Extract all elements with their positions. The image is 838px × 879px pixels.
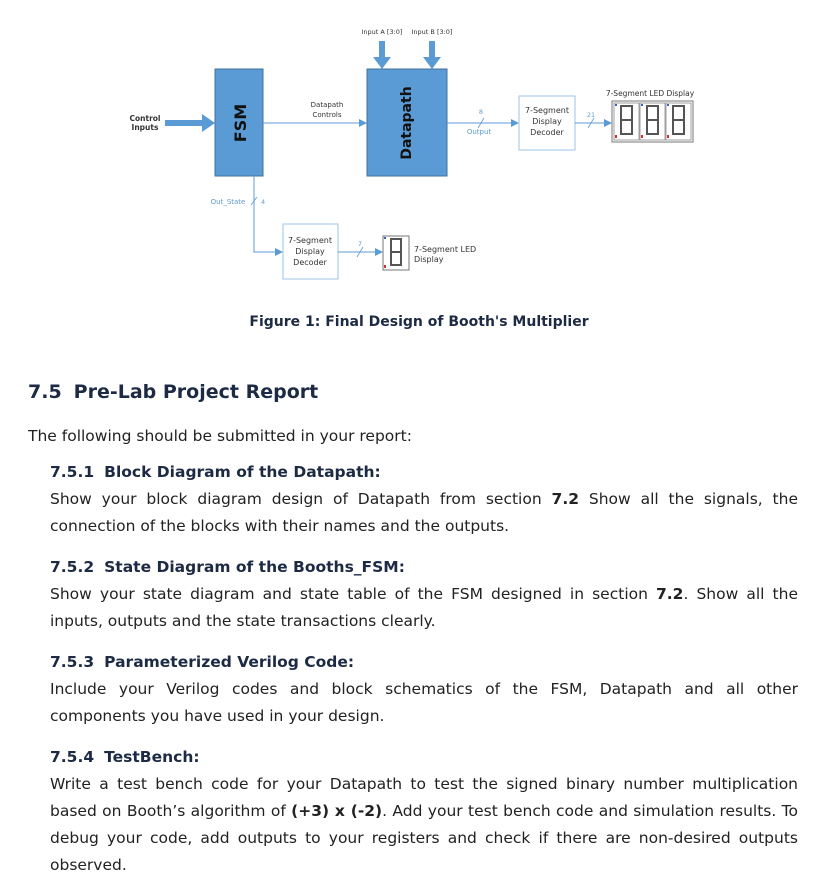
section-title: Pre-Lab Project Report <box>73 381 319 403</box>
subsection-body: Include your Verilog codes and block schematics of the FSM, Datapath and all other components you have used in your design. <box>50 680 798 725</box>
subsection-title: TestBench: <box>104 748 200 766</box>
subsection-7-5-4 <box>50 746 798 879</box>
figure-caption: Figure 1: Final Design of Booth's Multiplier <box>249 314 589 330</box>
control-inputs-label-2: Inputs <box>131 123 159 132</box>
input-b-label: Input B [3:0] <box>411 28 453 36</box>
body-text: . Add your test bench code and simulation results. To debug your code, add outputs to your registers and check if there are non-desired outputs observed. <box>50 802 798 874</box>
body-text: Write a test bench code for your Datapath to test the signed binary number multiplication based on Booth’s algorithm of <box>50 775 798 820</box>
datapath-controls-label-1: Datapath <box>310 101 344 109</box>
body-text: Show your state diagram and state table of the FSM designed in section <box>50 585 656 603</box>
subsection-heading <box>50 651 798 673</box>
state-decoder-label-2: Display <box>295 247 325 256</box>
bold-expression: (+3) x (-2) <box>291 802 383 820</box>
subsection-body <box>50 581 798 635</box>
seven-segment-digit <box>640 103 665 140</box>
out-state-label: Out_State <box>210 198 246 206</box>
main-decoder-label-1: 7-Segment <box>525 106 569 115</box>
control-inputs-label-1: Control <box>129 114 161 123</box>
seven-segment-digit <box>666 103 691 140</box>
datapath-label: Datapath <box>399 86 415 160</box>
fsm-label: FSM <box>231 103 250 143</box>
state-led-display-label-2: Display <box>414 255 444 264</box>
state-bus-width: 4 <box>261 198 266 206</box>
output-label: Output <box>466 128 492 136</box>
state-led-display <box>383 236 409 270</box>
section-heading <box>28 381 318 403</box>
subsection-title: State Diagram of the Booths_FSM: <box>104 558 405 576</box>
input-a-label: Input A [3:0] <box>361 28 403 36</box>
subsection-heading <box>50 746 798 768</box>
display-bus-width: 21 <box>586 111 596 119</box>
main-led-display <box>612 101 693 142</box>
subsection-heading <box>50 556 798 578</box>
state-seg-bus-width: 7 <box>357 240 363 248</box>
input-b-arrow <box>423 41 441 69</box>
section-number: 7.5 <box>28 381 62 403</box>
subsection-7-5-2 <box>50 556 798 635</box>
body-text: Show your block diagram design of Datapath from section <box>50 490 552 508</box>
subsection-7-5-1 <box>50 461 798 540</box>
subsection-number: 7.5.2 <box>50 558 95 576</box>
subsection-number: 7.5.4 <box>50 748 95 766</box>
main-decoder-label-3: Decoder <box>530 128 564 137</box>
body-text: . Show all the inputs, outputs and the state transactions clearly. <box>50 585 798 630</box>
subsection-body <box>50 771 798 879</box>
subsection-title: Parameterized Verilog Code: <box>104 653 355 671</box>
output-bus-width: 8 <box>478 108 484 116</box>
section-ref: 7.2 <box>656 585 684 603</box>
subsection-number: 7.5.3 <box>50 653 95 671</box>
main-led-display-label: 7-Segment LED Display <box>605 89 695 98</box>
main-decoder-label-2: Display <box>532 117 562 126</box>
out-state-wire <box>254 176 282 252</box>
datapath-controls-label-2: Controls <box>312 111 342 119</box>
section-ref: 7.2 <box>551 490 580 508</box>
subsection-7-5-3 <box>50 651 798 730</box>
input-a-arrow <box>373 41 391 69</box>
intro-text: The following should be submitted in your report: <box>28 427 412 445</box>
state-decoder-label-1: 7-Segment <box>288 236 332 245</box>
control-inputs-arrow <box>165 114 215 132</box>
subsection-body <box>50 486 798 540</box>
subsection-title: Block Diagram of the Datapath: <box>104 463 381 481</box>
state-led-display-label-1: 7-Segment LED <box>414 245 477 254</box>
seven-segment-digit <box>614 103 639 140</box>
subsection-number: 7.5.1 <box>50 463 95 481</box>
body-text: Show all the signals, the connection of the blocks with their names and the outputs. <box>50 490 798 535</box>
subsection-heading <box>50 461 798 483</box>
state-decoder-label-3: Decoder <box>293 258 327 267</box>
booth-multiplier-diagram <box>0 0 838 310</box>
